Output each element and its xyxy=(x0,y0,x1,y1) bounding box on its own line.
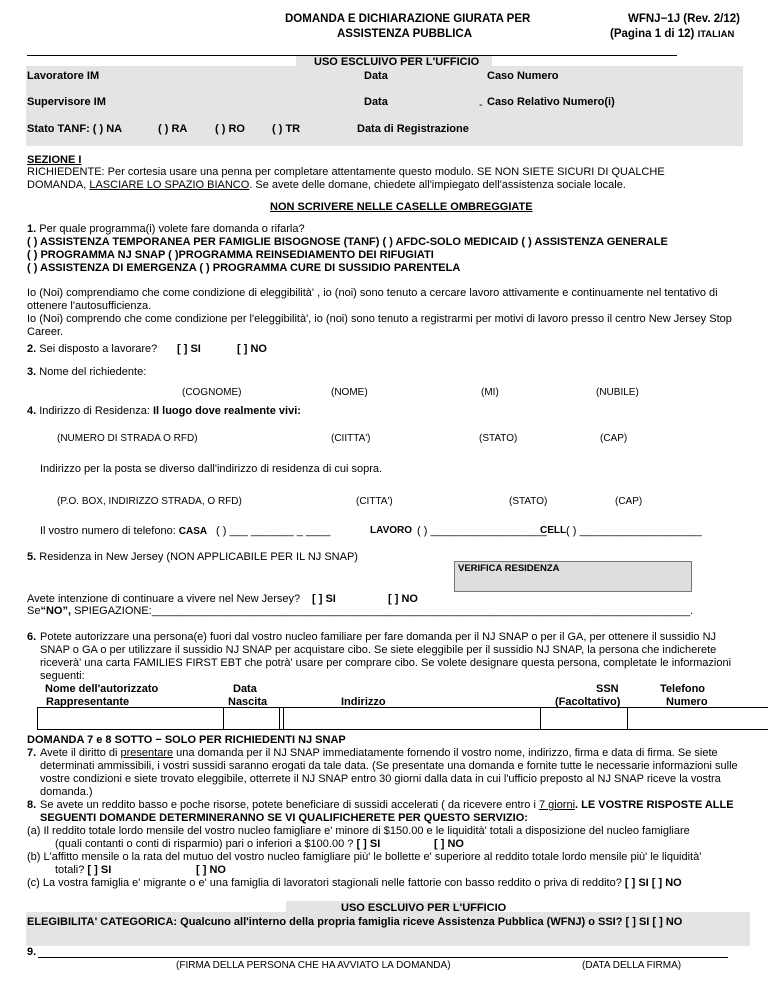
dob-header: Data xyxy=(233,683,257,695)
surname-label: (COGNOME) xyxy=(182,387,242,398)
continue-nj-question: Avete intenzione di continuare a vivere nel New Jersey? xyxy=(27,593,301,605)
page-info: (Pagina 1 di 12) ITALIAN xyxy=(610,28,735,40)
im-supervisor-label: Supervisore IM xyxy=(27,96,106,108)
q1-question: 1. Per quale programma(i) volete fare domanda o rifarla? xyxy=(27,223,305,235)
q9-number: 9. xyxy=(27,946,37,958)
work-phone-label: LAVORO xyxy=(370,525,413,536)
office-title: USO ESCLUIVO PER L'UFFICIO xyxy=(314,56,480,68)
q8-text: Se avete un reddito basso e poche risorse, potete beneficiare di sussidi accelerati ( da ricevere entro i 7 giorni. LE VOSTRE RISPOSTE ALLE SEGUENTI DOMANDE DETERMINERANNO SE VI QUALIFICHERETE PER QUESTO SERVIZIO: xyxy=(40,799,734,824)
state-label: (STATO) xyxy=(479,433,518,444)
q2-question: 2. Sei disposto a lavorare? xyxy=(27,343,158,355)
table-divider-4 xyxy=(540,707,541,730)
tanf-status-ro: ( ) RO xyxy=(215,123,245,135)
im-worker-label: Lavoratore IM xyxy=(27,70,100,82)
rep-name-header-2: Rappresentante xyxy=(46,696,130,708)
first-name-label: (NOME) xyxy=(331,387,368,398)
middle-initial-label: (MI) xyxy=(481,387,499,398)
signature-line[interactable] xyxy=(38,957,728,958)
mail-city-label: (CITTA') xyxy=(356,496,393,507)
rep-info-table[interactable] xyxy=(37,707,768,730)
cell-phone-label: CELL xyxy=(540,525,567,536)
home-phone-field[interactable]: ( ) ___ _______ _ ____ xyxy=(216,525,331,537)
table-divider-1 xyxy=(223,707,224,730)
date-label-1: Data xyxy=(364,70,388,82)
form-id: WFNJ−1J (Rev. 2/12) xyxy=(628,13,740,25)
q4-question: 4. Indirizzo di Residenza: Il luogo dove realmente vivi: xyxy=(27,405,301,417)
city-label: (CIITTA') xyxy=(331,433,371,444)
categorical-eligibility: ELEGIBILITA' CATEGORICA: Qualcuno all'interno della propria famiglia riceve Assistenza Pubblica (WFNJ) o SSI? [ ] SI [ ] NO xyxy=(27,916,683,928)
table-divider-3 xyxy=(283,707,284,730)
work-phone-field[interactable]: ( ) ___________________ xyxy=(417,525,547,537)
ssn-header-2: (Facoltativo) xyxy=(555,696,621,708)
q1-options-row1[interactable]: ( ) ASSISTENZA TEMPORANEA PER FAMIGLIE BISOGNOSE (TANF) ( ) AFDC-SOLO MEDICAID ( ) ASSISTENZA GENERALE xyxy=(27,236,668,248)
related-case-label: Caso Relativo Numero(i) xyxy=(487,96,615,108)
work-statement-2: Io (Noi) comprendo che come condizione per l'eleggibilità', io (noi) sono tenuto a registrarmi per motivi di lavoro presso il centro New Jersey Stop Career. xyxy=(27,313,732,338)
table-divider-2 xyxy=(279,707,280,730)
q8a-no-checkbox[interactable]: [ ] NO xyxy=(434,838,464,850)
q8a-text-2: (quali contanti o conti di risparmio) pari o inferiori a $100.00 ? [ ] SI xyxy=(55,838,381,850)
mail-state-label: (STATO) xyxy=(509,496,548,507)
related-case-dash: - xyxy=(479,99,483,111)
work-statement-1: Io (Noi) comprendiamo che come condizione di eleggibilità' , io (noi) sono tenuto a cercare lavoro attivamente e continuamente nel tentativo di ottenere l'autosufficienza. xyxy=(27,287,718,312)
q5-yes-checkbox[interactable]: [ ] SI xyxy=(312,593,336,605)
q8b-text: (b) L'affitto mensile o la rata del mutuo del vostro nucleo famigliare più' le bollette e' superiore al reddito totale lordo mensile più' le liquidità' xyxy=(27,851,702,863)
dob-header-2: Nascita xyxy=(228,696,268,708)
form-subtitle: ASSISTENZA PUBBLICA xyxy=(337,28,473,40)
signature-label: (FIRMA DELLA PERSONA CHE HA AVVIATO LA DOMANDA) xyxy=(176,960,451,971)
table-divider-5 xyxy=(627,707,628,730)
phone-row: Il vostro numero di telefono: CASA xyxy=(40,525,208,537)
maiden-name-label: (NUBILE) xyxy=(596,387,639,398)
tanf-status-tr: ( ) TR xyxy=(272,123,301,135)
q8-number: 8. xyxy=(27,799,37,811)
verify-residence-label: VERIFICA RESIDENZA xyxy=(458,563,560,574)
phone-header: Telefono xyxy=(660,683,706,695)
q6-number: 6. xyxy=(27,631,37,643)
date-label-2: Data xyxy=(364,96,388,108)
tanf-status-na: Stato TANF: ( ) NA xyxy=(27,123,123,135)
section-title: SEZIONE I xyxy=(27,154,82,166)
mailing-address-prompt: Indirizzo per la posta se diverso dall'indirizzo di residenza di cui sopra. xyxy=(40,463,383,475)
mail-zip-label: (CAP) xyxy=(615,496,643,507)
q2-no-checkbox[interactable]: [ ] NO xyxy=(237,343,267,355)
q3-question: 3. Nome del richiedente: xyxy=(27,366,147,378)
q8c-text: (c) La vostra famiglia e' migrante o e' una famiglia di lavoratori stagionali nelle fattorie con basso reddito o priva di reddito? [ ] SI [ ] NO xyxy=(27,877,682,889)
tanf-status-ra: ( ) RA xyxy=(158,123,188,135)
q5-no-checkbox[interactable]: [ ] NO xyxy=(388,593,418,605)
registration-date-label: Data di Registrazione xyxy=(357,123,469,135)
phone-header-2: Numero xyxy=(666,696,708,708)
case-number-label: Caso Numero xyxy=(487,70,559,82)
section-intro-line2: DOMANDA, LASCIARE LO SPAZIO BIANCO. Se avete delle domane, chiedete all'impiegato dell'assistenza sociale locale. xyxy=(27,179,626,191)
q5-question: 5. Residenza in New Jersey (NON APPLICABILE PER IL NJ SNAP) xyxy=(27,551,358,563)
address-header: Indirizzo xyxy=(341,696,386,708)
q7-text: Avete il diritto di presentare una domanda per il NJ SNAP immediatamente fornendo il vostro nome, indirizzo, firma e data di firma. Se siete determinati ammissibili, i vostri sussidi saranno erogati da tale data. (Se presentate una domanda e fornite tutte le necessarie informazioni sulle vostre condizioni e siete trovato eleggibile, otterrete il NJ SNAP entro 30 giorni dalla data in cui l'ufficio preposto al NJ SNAP riceve la vostra domanda.) xyxy=(40,747,738,798)
section-intro-line1: RICHIEDENTE: Per cortesia usare una penna per completare attentamente questo modulo. SE NON SIETE SICURI DI QUALCHE xyxy=(27,166,665,178)
po-box-label: (P.O. BOX, INDIRIZZO STRADA, O RFD) xyxy=(57,496,242,507)
office2-title: USO ESCLUIVO PER L'UFFICIO xyxy=(341,902,507,914)
q1-options-row3[interactable]: ( ) ASSISTENZA DI EMERGENZA ( ) PROGRAMMA CURE DI SUSSIDIO PARENTELA xyxy=(27,262,461,274)
street-label: (NUMERO DI STRADA O RFD) xyxy=(57,433,198,444)
q2-yes-checkbox[interactable]: [ ] SI xyxy=(177,343,201,355)
zip-label: (CAP) xyxy=(600,433,628,444)
q1-options-row2[interactable]: ( ) PROGRAMMA NJ SNAP ( )PROGRAMMA REINSEDIAMENTO DEI RIFUGIATI xyxy=(27,249,434,261)
q8b-no-checkbox[interactable]: [ ] NO xyxy=(196,864,226,876)
snap-section-title: DOMANDA 7 e 8 SOTTO − SOLO PER RICHIEDENTI NJ SNAP xyxy=(27,734,346,746)
q6-text: Potete autorizzare una persona(e) fuori dal vostro nucleo familiare per fare domanda per il NJ SNAP o per il GA, per ottenere il sussidio NJ SNAP o GA o per utilizzare il sussidio NJ SNAP per acquistare cibo. Se siete eleggibile per il sussidio NJ SNAP, la persona che indicherete riceverà' una carta FAMILIES FIRST EBT che potrà' usare per comprare cibo. Se volete designare questa persona, completate le informazioni seguenti: xyxy=(40,631,732,682)
form-title: DOMANDA E DICHIARAZIONE GIURATA PER xyxy=(285,13,531,25)
q7-number: 7. xyxy=(27,747,37,759)
q8a-text: (a) Il reddito totale lordo mensile del vostro nucleo famigliare e' minore di $150.00 e le liquidità' totali a disposizione del nucleo famigliare xyxy=(27,825,690,837)
ssn-header: SSN xyxy=(596,683,619,695)
cell-phone-field[interactable]: ( ) ____________________ xyxy=(566,525,702,537)
explanation-line[interactable]: Se“NO”, SPIEGAZIONE:________________________________________________________________________________________. xyxy=(27,605,694,617)
rep-name-header: Nome dell'autorizzato xyxy=(45,683,159,695)
shaded-boxes-warning: NON SCRIVERE NELLE CASELLE OMBREGGIATE xyxy=(270,201,533,213)
q8b-text-2: totali? [ ] SI xyxy=(55,864,112,876)
signature-date-label: (DATA DELLA FIRMA) xyxy=(582,960,682,971)
